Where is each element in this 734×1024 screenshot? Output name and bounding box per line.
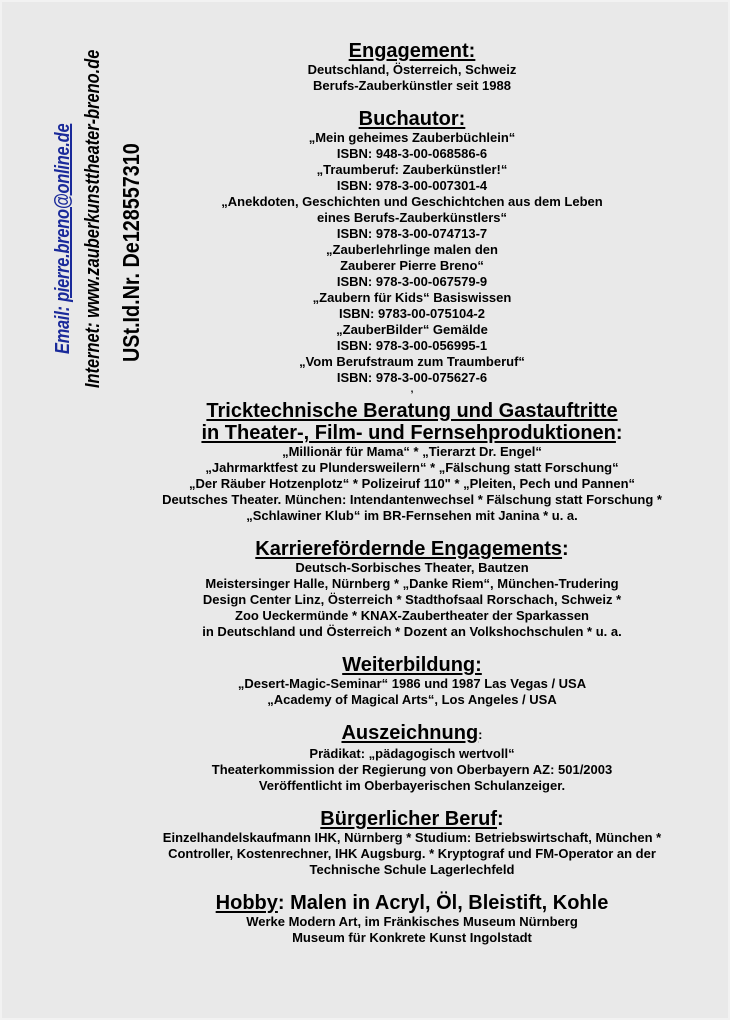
email-label: Email: [52,306,74,354]
section-tricktechnik [102,400,722,524]
section-beruf [102,808,722,878]
buchautor-title: Buchautor: [358,108,466,130]
weiterbildung-line: „Desert-Magic-Seminar“ 1986 und 1987 Las Vegas / USA [237,676,587,691]
engagement-line: Berufs-Zauberkünstler seit 1988 [313,78,511,93]
hobby-line: Werke Modern Art, im Fränkisches Museum Nürnberg [246,914,578,929]
karriere-line: Meistersinger Halle, Nürnberg * „Danke Riem“, München-Trudering [205,576,619,591]
karriere-line: Deutsch-Sorbisches Theater, Bautzen [295,560,529,575]
buchautor-line: ISBN: 978-3-00-056995-1 [336,338,488,353]
karriere-line: Zoo Ueckermünde * KNAX-Zaubertheater der Sparkassen [235,608,589,623]
sidebar-ust-id: USt.Id.Nr. De128557310 [118,143,144,362]
buchautor-line: „Mein geheimes Zauberbüchlein“ [308,130,516,145]
tricktechnik-line: „Der Räuber Hotzenplotz“ * Polizeiruf 110" * „Pleiten, Pech und Pannen“ [188,476,636,491]
karriere-line: Design Center Linz, Österreich * Stadthofsaal Rorschach, Schweiz * [202,592,622,607]
buchautor-line: ISBN: 948-3-00-068586-6 [336,146,488,161]
tricktechnik-title: Tricktechnische Beratung und Gastauftritte [206,400,618,422]
karriere-title: Karrierefördernde Engagements: [255,538,569,560]
buchautor-line: ISBN: 9783-00-075104-2 [339,306,485,321]
buchautor-line: ISBN: 978-3-00-075627-6 [336,370,488,385]
hobby-title: Hobby: Malen in Acryl, Öl, Bleistift, Kohle [215,892,609,914]
section-auszeichnung [102,722,722,794]
section-weiterbildung [102,654,722,708]
buchautor-line: ISBN: 978-3-00-007301-4 [336,178,488,193]
email-link[interactable]: pierre.breno@online.de [52,123,74,302]
beruf-line: Controller, Kostenrechner, IHK Augsburg. * Kryptograf und FM-Operator an der [168,846,656,861]
tricktechnik-title-2: in Theater-, Film- und Fernsehproduktionen: [201,422,623,444]
engagement-title: Engagement: [348,40,476,62]
tricktechnik-line: „Millionär für Mama“ * „Tierarzt Dr. Engel“ [282,444,542,459]
buchautor-line: „Zaubern für Kids“ Basiswissen [312,290,512,305]
auszeichnung-title: Auszeichnung: [341,722,483,744]
tricktechnik-line: Deutsches Theater. München: Intendantenwechsel * Fälschung statt Forschung * [162,492,662,507]
buchautor-line: „Traumberuf: Zauberkünstler!“ [316,162,508,177]
hobby-line: Museum für Konkrete Kunst Ingolstadt [292,930,532,945]
section-buchautor [102,108,722,394]
tricktechnik-line: „Jahrmarktfest zu Plundersweilern“ * „Fälschung statt Forschung“ [205,460,619,475]
engagement-line: Deutschland, Österreich, Schweiz [307,62,517,77]
karriere-line: in Deutschland und Österreich * Dozent an Volkshochschulen * u. a. [202,624,622,639]
tricktechnik-line: „Schlawiner Klub“ im BR-Fernsehen mit Janina * u. a. [246,508,578,523]
beruf-line: Einzelhandelskaufmann IHK, Nürnberg * Studium: Betriebswirtschaft, München * [162,830,662,845]
beruf-title: Bürgerlicher Beruf: [320,808,504,830]
section-engagement [102,40,722,94]
buchautor-line: eines Berufs-Zauberkünstlers“ [316,210,507,225]
beruf-line: Technische Schule Lagerlechfeld [309,862,515,877]
buchautor-line: „ZauberBilder“ Gemälde [336,322,488,337]
auszeichnung-line: Prädikat: „pädagogisch wertvoll“ [309,746,515,761]
auszeichnung-line: Theaterkommission der Regierung von Oberbayern AZ: 501/2003 [211,762,613,777]
separator-mark: , [410,384,414,395]
buchautor-line: „Zauberlehrlinge malen den [326,242,498,257]
buchautor-line: Zauberer Pierre Breno“ [340,258,484,273]
auszeichnung-line: Veröffentlicht im Oberbayerischen Schulanzeiger. [258,778,566,793]
sidebar-email [52,124,75,354]
buchautor-line: ISBN: 978-3-00-067579-9 [336,274,488,289]
main-content [102,40,722,960]
section-hobby [102,892,722,946]
weiterbildung-line: „Academy of Magical Arts“, Los Angeles / USA [267,692,557,707]
section-karriere [102,538,722,640]
buchautor-line: ISBN: 978-3-00-074713-7 [336,226,488,241]
weiterbildung-title: Weiterbildung: [342,654,482,676]
buchautor-line: „Anekdoten, Geschichten und Geschichtchen aus dem Leben [221,194,603,209]
internet-link[interactable]: www.zauberkunsttheater-breno.de [82,49,104,318]
buchautor-line: „Vom Berufstraum zum Traumberuf“ [299,354,525,369]
internet-label: Internet: [82,322,104,388]
